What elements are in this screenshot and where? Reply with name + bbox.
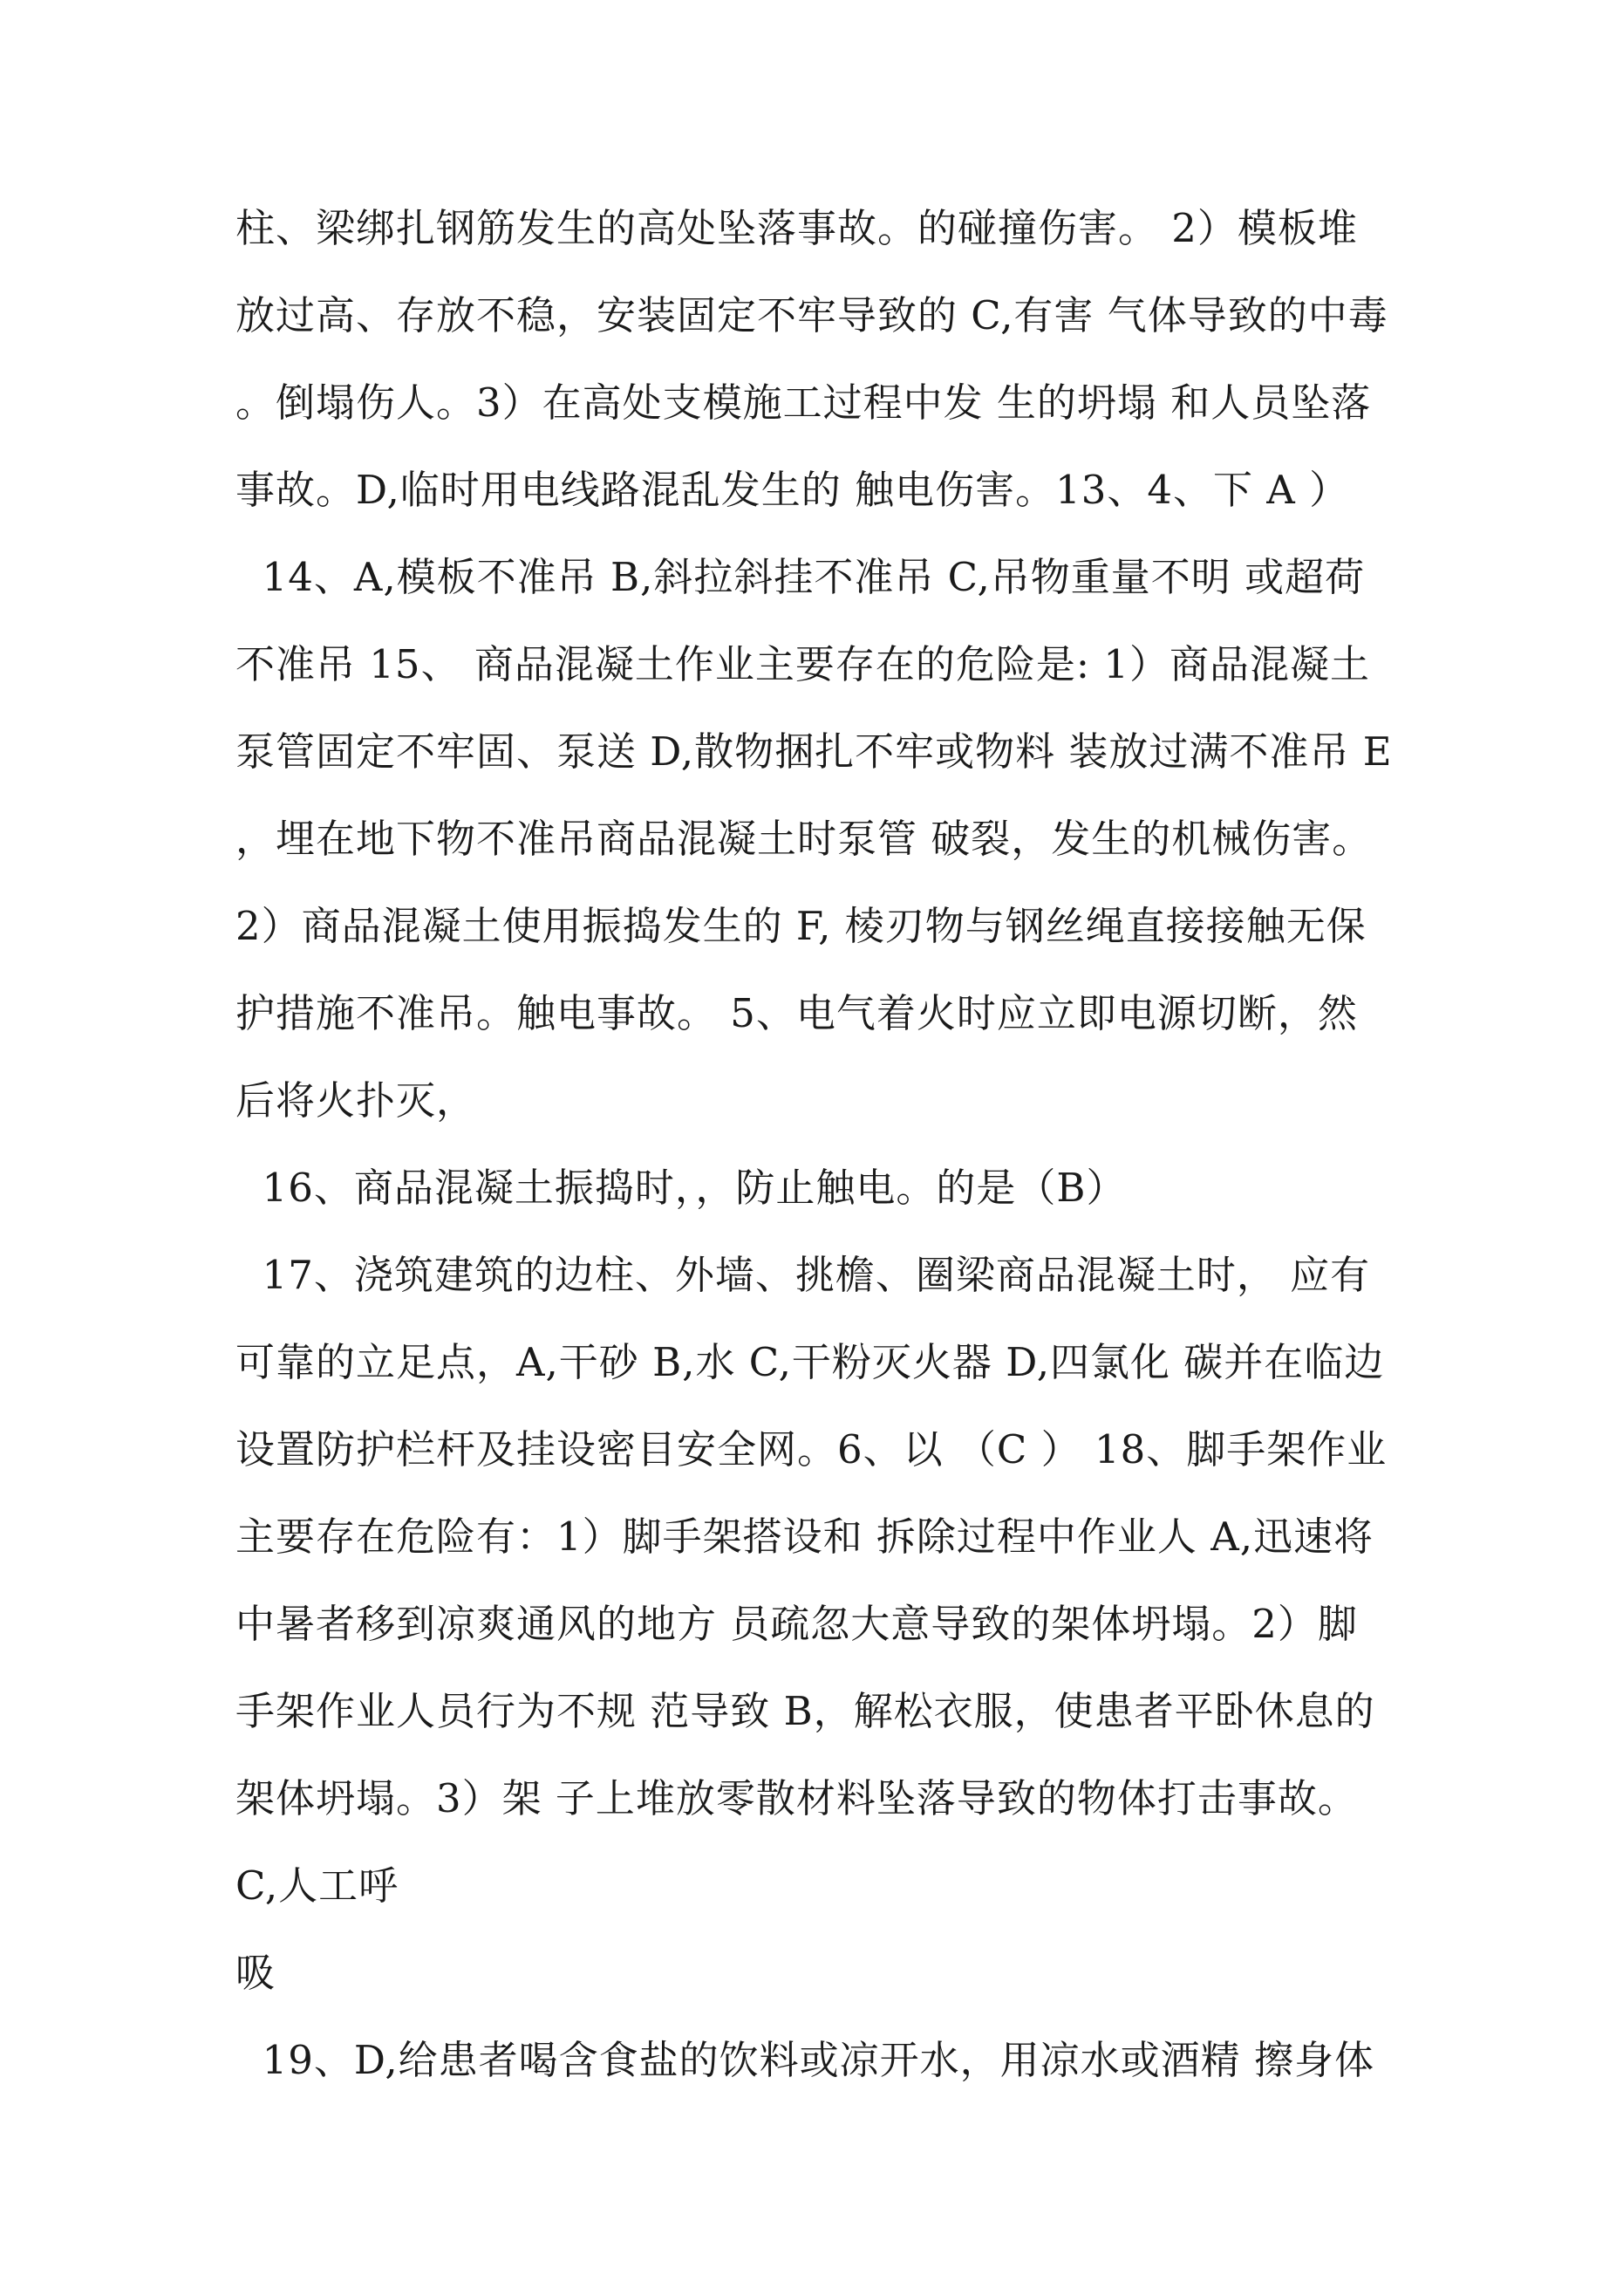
text-line: 手架作业人员行为不规 范导致 B，解松衣服，使患者平卧休息的 [235, 1688, 1375, 1734]
text-line: 吸 [235, 1950, 276, 1996]
text-line: 护措施不准吊。触电事故。 5、电气着火时应立即电源切断，然 [235, 990, 1358, 1036]
text-line: 不准吊 15、 商品混凝土作业主要存在的危险是: 1）商品混凝土 [235, 641, 1370, 687]
text-line: C,人工呼 [235, 1862, 399, 1909]
text-line: 事故。D,临时用电线路混乱发生的 触电伤害。13、4、下 A ） [235, 467, 1350, 513]
text-line: 可靠的立足点，A,干砂 B,水 C,干粉灭火器 D,四氯化 碳并在临边 [235, 1339, 1385, 1385]
text-line: 14、A,模板不准吊 B,斜拉斜挂不准吊 C,吊物重量不明 或超荷 [235, 554, 1366, 600]
text-line: ，埋在地下物不准吊商品混凝土时泵管 破裂，发生的机械伤害。 [235, 816, 1373, 862]
text-line: 设置防护栏杆及挂设密目安全网。6、以 （C ） 18、脚手架作业 [235, 1426, 1388, 1473]
text-line: 。倒塌伤人。3）在高处支模施工过程中发 生的坍塌 和人员坠落 [235, 379, 1372, 426]
text-line: 2）商品混凝土使用振捣发生的 F, 棱刃物与钢丝绳直接接触无保 [235, 903, 1367, 949]
text-line: 中暑者移到凉爽通风的地方 员疏忽大意导致的架体坍塌。2）脚 [235, 1601, 1358, 1647]
text-line: 后将火扑灭， [235, 1077, 477, 1124]
text-line: 架体坍塌。3）架 子上堆放零散材料坠落导致的物体打击事故。 [235, 1775, 1358, 1821]
text-line: 柱、梁绑扎钢筋发生的高处坠落事故。的碰撞伤害。 2）模板堆 [235, 205, 1358, 251]
text-line: 17、浇筑建筑的边柱、外墙、挑檐、圈梁商品混凝土时， 应有 [235, 1252, 1371, 1298]
text-line: 16、商品混凝土振捣时，，防止触电。的是（B） [235, 1165, 1127, 1211]
text-line: 泵管固定不牢固、泵送 D,散物捆扎不牢或物料 装放过满不准吊 E [235, 728, 1393, 775]
text-line: 主要存在危险有：1）脚手架搭设和 拆除过程中作业人 A,迅速将 [235, 1514, 1374, 1560]
text-line: 放过高、存放不稳，安装固定不牢导致的 C,有害 气体导致的中毒 [235, 292, 1388, 338]
text-line: 19、D,给患者喝含食盐的饮料或凉开水，用凉水或酒精 擦身体 [235, 2037, 1374, 2083]
